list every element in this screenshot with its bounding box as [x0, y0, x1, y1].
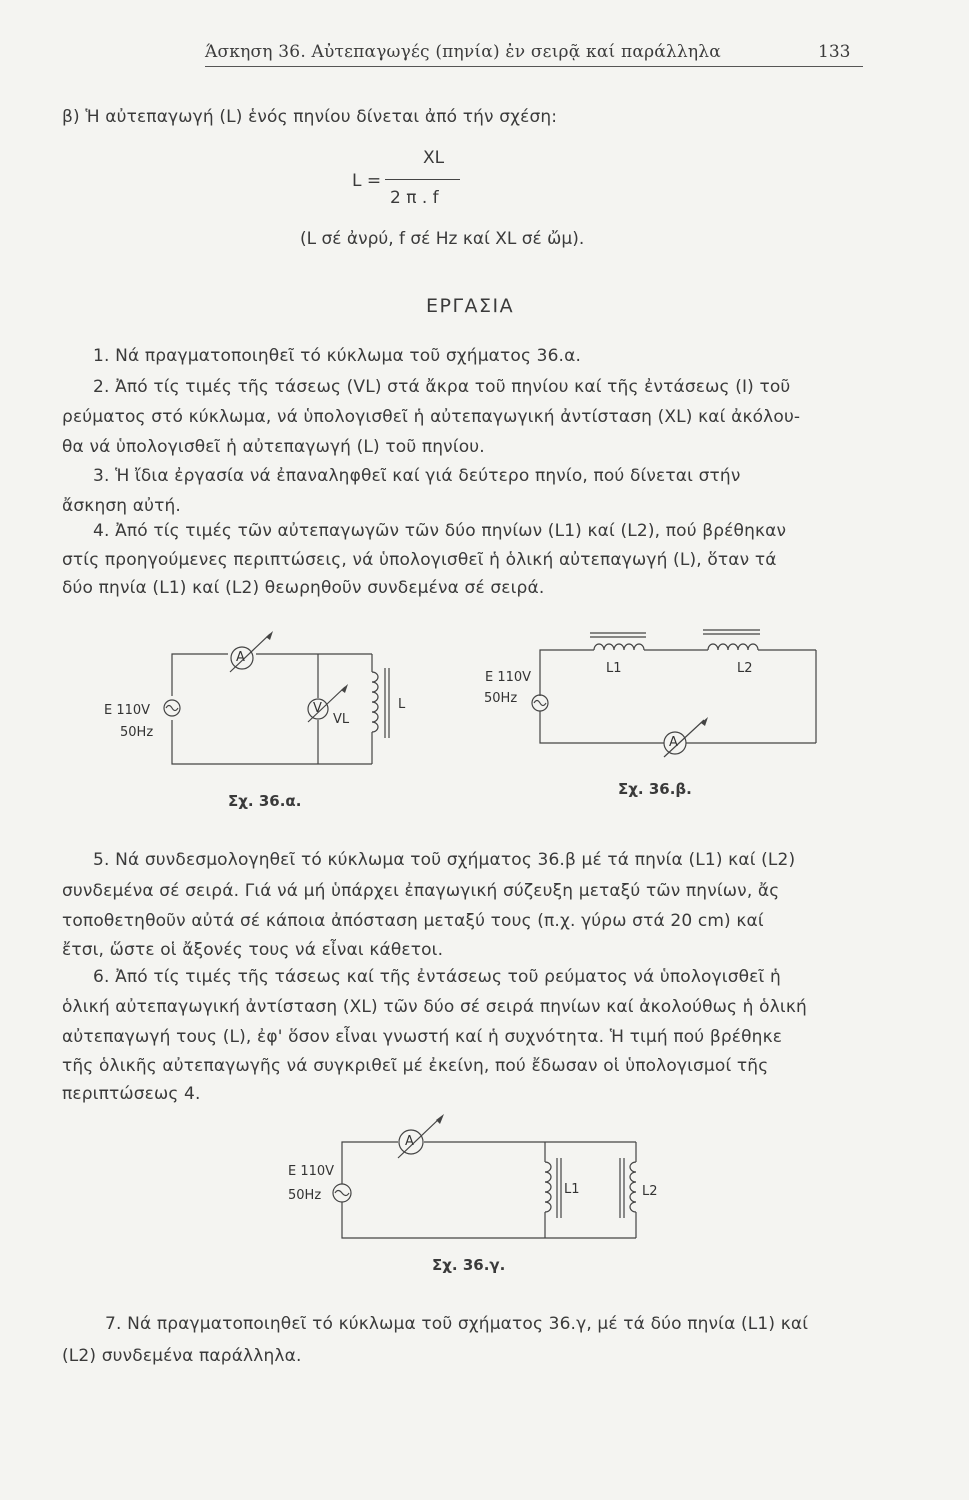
fig-a-source-label: E 110V	[104, 703, 151, 718]
step-7-line-1: 7. Νά πραγματοποιηθεῖ τό κύκλωμα τοῦ σχήματος 36.γ, μέ τά δύο πηνία (L1) καί	[105, 1314, 809, 1334]
step-3-line-2: ἄσκηση αὐτή.	[62, 496, 181, 516]
step-4-line-3: δύο πηνία (L1) καί (L2) θεωρηθοῦν συνδεμένα σέ σειρά.	[62, 578, 545, 598]
fig-a-voltmeter-label: V	[313, 701, 322, 716]
fig-b-freq-label: 50Hz	[484, 691, 518, 706]
fig-b-coil2-label: L2	[737, 661, 753, 676]
fig-a-vl-label: VL	[333, 712, 350, 727]
fig-c-coil1-label: L1	[564, 1182, 580, 1197]
fig-c-caption: Σχ. 36.γ.	[432, 1256, 506, 1274]
step-4-line-1: 4. Ἀπό τίς τιμές τῶν αὐτεπαγωγῶν τῶν δύο πηνίων (L1) καί (L2), πού βρέθηκαν	[93, 521, 787, 541]
fig-c-source-label: E 110V	[288, 1164, 335, 1179]
step-7-line-2: (L2) συνδεμένα παράλληλα.	[62, 1346, 302, 1366]
step-2-line-2: ρεύματος στό κύκλωμα, νά ὑπολογισθεῖ ἡ αὐτεπαγωγική ἀντίσταση (XL) καί ἀκόλου-	[62, 407, 801, 427]
step-4-line-2: στίς προηγούμενες περιπτώσεις, νά ὑπολογισθεῖ ἡ ὁλική αὐτεπαγωγή (L), ὅταν τά	[62, 550, 777, 570]
formula-units-note: (L σέ ἀνρύ, f σέ Hz καί XL σέ ὤμ).	[300, 229, 585, 249]
step-6-line-4: τῆς ὁλικῆς αὐτεπαγωγῆς νά συγκριθεῖ μέ ἐκείνη, πού ἔδωσαν οἱ ὑπολογισμοί τῆς	[62, 1056, 769, 1076]
formula-numerator: XL	[423, 148, 445, 168]
step-6-line-1: 6. Ἀπό τίς τιμές τῆς τάσεως καί τῆς ἐντάσεως τοῦ ρεύματος νά ὑπολογισθεῖ ἡ	[93, 967, 781, 987]
fig-b-caption: Σχ. 36.β.	[618, 780, 692, 798]
page-number: 133	[818, 42, 851, 62]
step-6-line-5: περιπτώσεως 4.	[62, 1084, 201, 1104]
page-header-title: Άσκηση 36. Αὐτεπαγωγές (πηνία) ἐν σειρᾷ καί παράλληλα	[205, 42, 721, 62]
formula-denominator: 2 π . f	[390, 188, 439, 208]
step-6-line-2: ὁλική αὐτεπαγωγική ἀντίσταση (XL) τῶν δύο σέ σειρά πηνίων καί ἀκολούθως ἡ ὁλική	[62, 997, 807, 1017]
step-5-line-2: συνδεμένα σέ σειρά. Γιά νά μή ὑπάρχει ἐπαγωγική σύζευξη μεταξύ τῶν πηνίων, ἄς	[62, 881, 780, 901]
fig-b-coil1-label: L1	[606, 661, 622, 676]
fig-c-freq-label: 50Hz	[288, 1188, 322, 1203]
step-2-line-1: 2. Ἀπό τίς τιμές τῆς τάσεως (VL) στά ἄκρα τοῦ πηνίου καί τῆς ἐντάσεως (I) τοῦ	[93, 377, 791, 397]
step-3-line-1: 3. Ἡ ἴδια ἐργασία νά ἐπαναληφθεῖ καί γιά δεύτερο πηνίο, πού δίνεται στήν	[93, 466, 741, 486]
fig-a-coil-label: L	[398, 697, 406, 712]
section-title: ΕΡΓΑΣΙΑ	[426, 295, 515, 317]
intro-text: β) Ἡ αὐτεπαγωγή (L) ἑνός πηνίου δίνεται ἀπό τήν σχέση:	[62, 107, 558, 127]
formula-lhs: L =	[352, 171, 382, 191]
fig-b-source-label: E 110V	[485, 670, 532, 685]
step-5-line-3: τοποθετηθοῦν αὐτά σέ κάποια ἀπόσταση μεταξύ τους (π.χ. γύρω στά 20 cm) καί	[62, 911, 764, 931]
fig-c-ammeter-label: A	[405, 1134, 414, 1149]
step-2-line-3: θα νά ὑπολογισθεῖ ἡ αὐτεπαγωγή (L) τοῦ πηνίου.	[62, 437, 485, 457]
fig-a-caption: Σχ. 36.α.	[228, 792, 302, 810]
fig-a-freq-label: 50Hz	[120, 725, 154, 740]
fig-b-ammeter-label: A	[669, 735, 678, 750]
step-5-line-4: ἔτσι, ὥστε οἱ ἄξονές τους νά εἶναι κάθετοι.	[62, 940, 444, 960]
step-1: 1. Νά πραγματοποιηθεῖ τό κύκλωμα τοῦ σχήματος 36.α.	[93, 346, 582, 366]
step-6-line-3: αὐτεπαγωγή τους (L), ἐφ' ὅσον εἶναι γνωστή καί ἡ συχνότητα. Ἡ τιμή πού βρέθηκε	[62, 1027, 783, 1047]
step-5-line-1: 5. Νά συνδεσμολογηθεῖ τό κύκλωμα τοῦ σχήματος 36.β μέ τά πηνία (L1) καί (L2)	[93, 850, 796, 870]
fig-c-coil2-label: L2	[642, 1184, 658, 1199]
fig-a-ammeter-label: A	[236, 650, 245, 665]
